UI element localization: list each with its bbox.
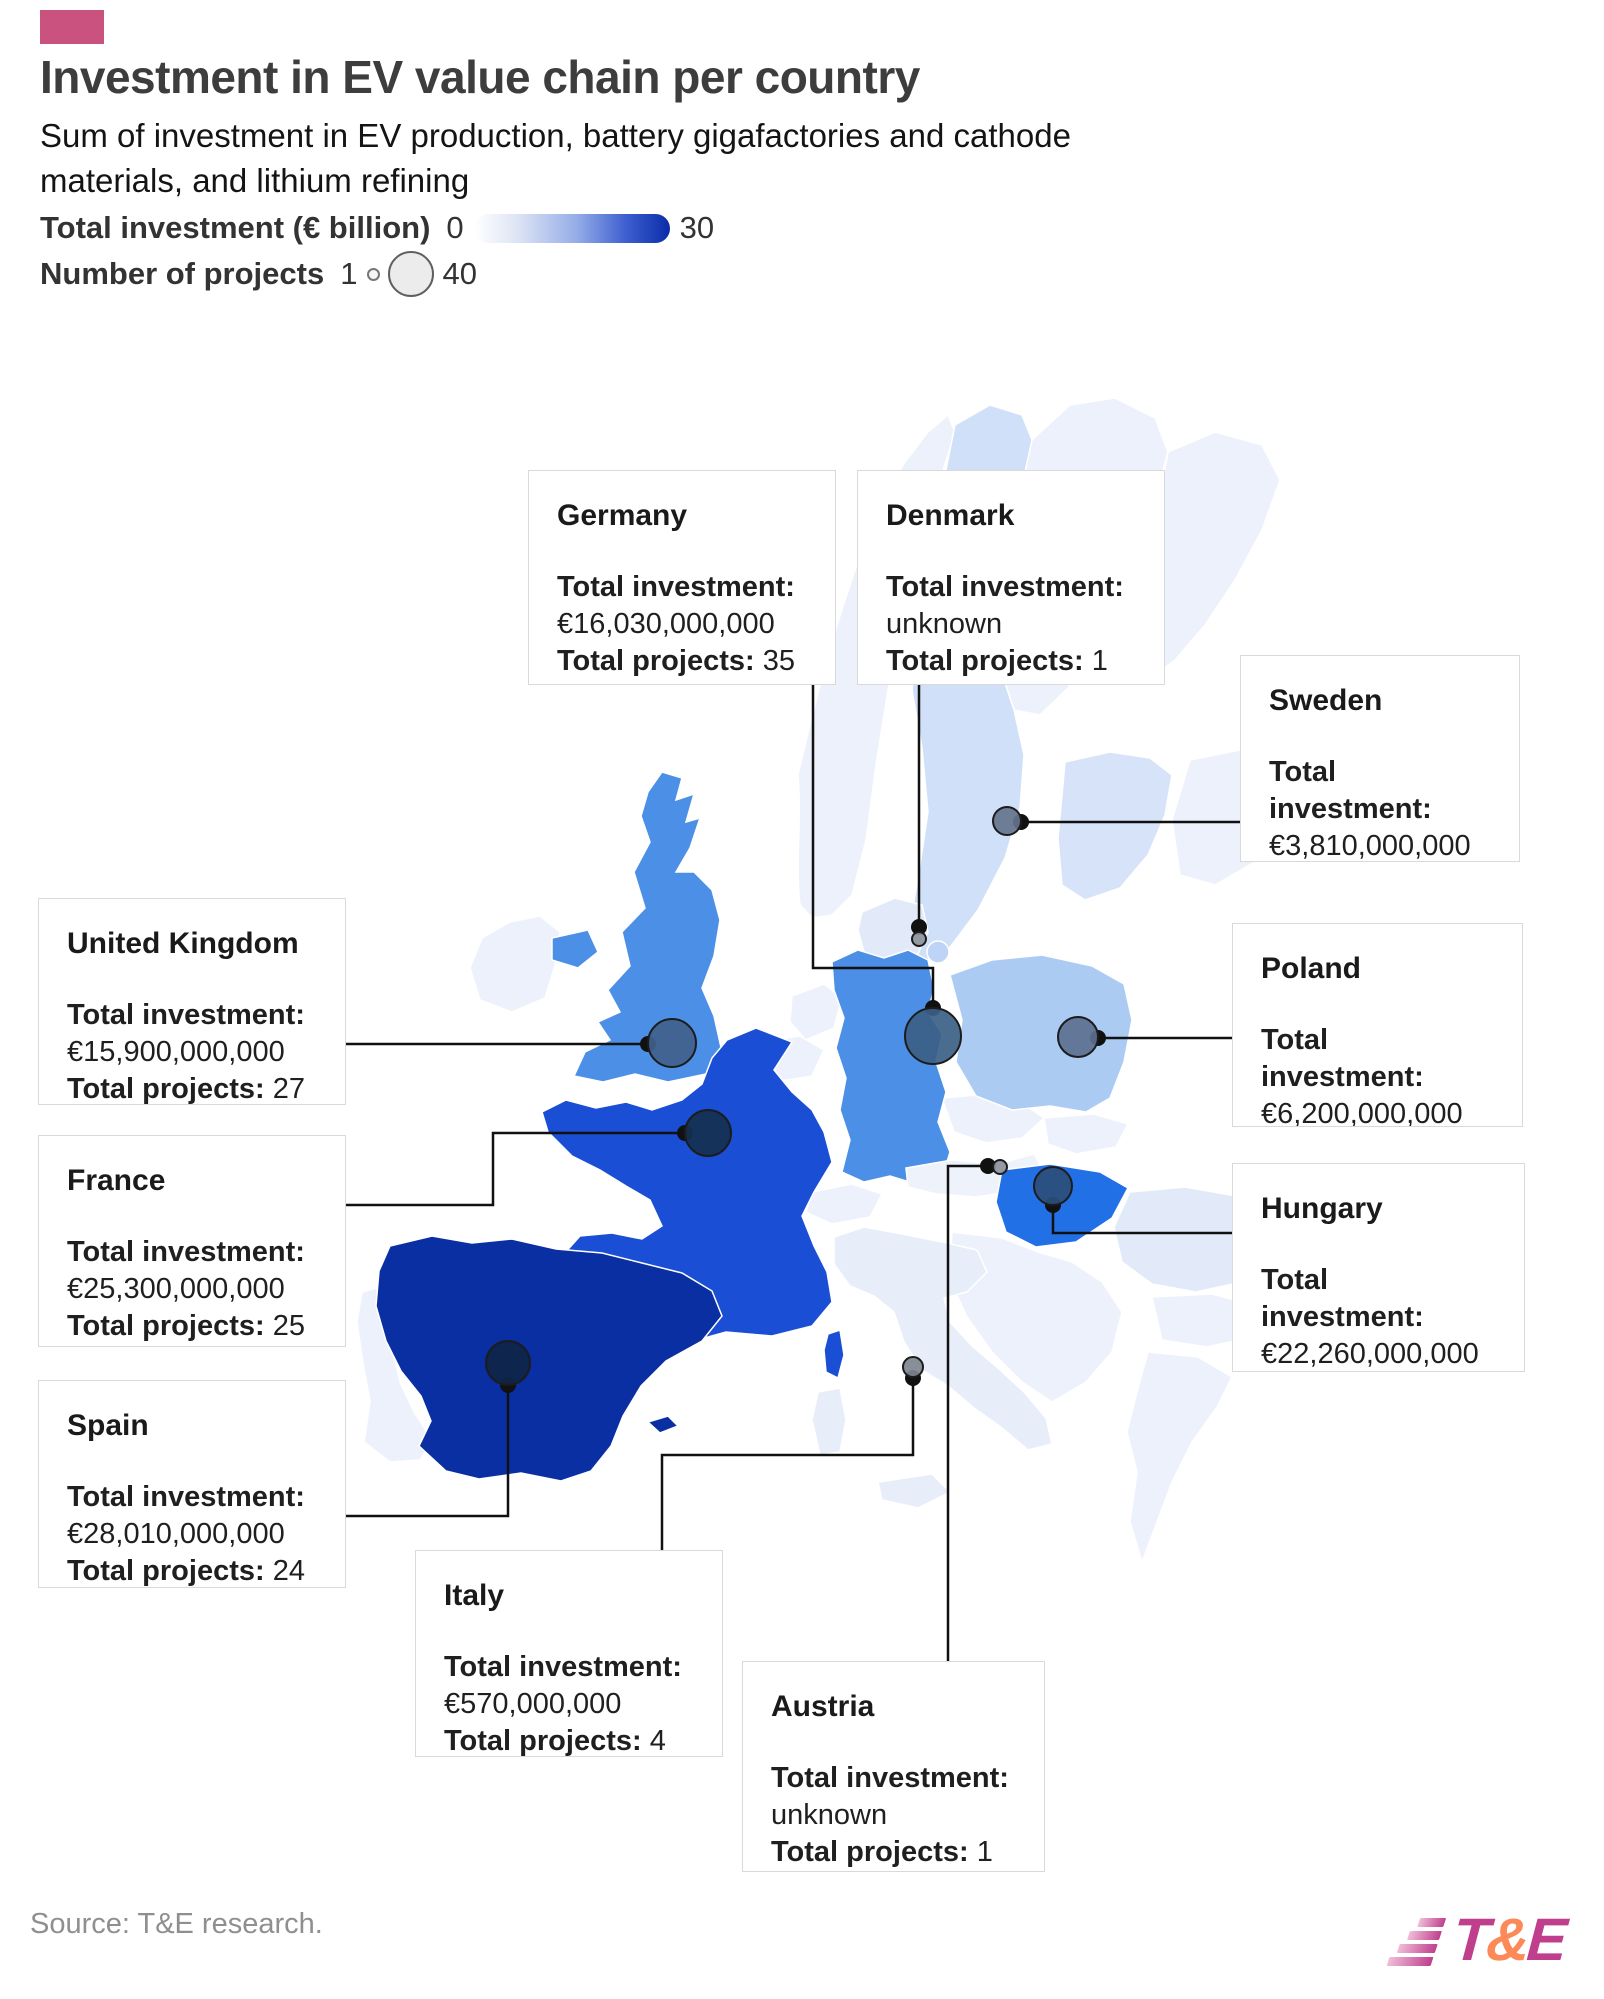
map-region-baltics <box>1058 752 1172 900</box>
map-country-slovakia <box>1044 1114 1128 1154</box>
projects-label: Total projects: <box>444 1725 642 1757</box>
map-country-switzerland <box>806 1184 882 1224</box>
source-note: Source: T&E research. <box>30 1908 323 1940</box>
investment-label: Total investment: <box>1261 1264 1424 1333</box>
legend-projects-label: Number of projects <box>40 256 325 291</box>
country-callout-poland <box>1232 923 1523 1127</box>
legend-investment-min: 0 <box>446 210 464 245</box>
map-island-sicily <box>878 1474 950 1508</box>
bubble-germany <box>905 1008 961 1064</box>
projects-value: 4 <box>649 1725 666 1757</box>
map-island-corsica <box>824 1330 844 1378</box>
map-country-greece <box>1127 1352 1232 1562</box>
projects-label: Total projects: <box>67 1073 265 1105</box>
legend-projects-min: 1 <box>340 256 358 291</box>
callout-country-name: Austria <box>771 1690 875 1723</box>
investment-value: €6,200,000,000 <box>1261 1098 1463 1127</box>
connector-italy <box>662 1378 913 1550</box>
investment-value: €570,000,000 <box>444 1688 622 1720</box>
investment-label: Total investment: <box>67 1481 305 1513</box>
projects-label: Total projects: <box>67 1310 265 1342</box>
bubble-hungary <box>1034 1167 1072 1205</box>
investment-value: €16,030,000,000 <box>557 608 775 640</box>
investment-label: Total investment: <box>67 1236 305 1268</box>
country-callout-united-kingdom <box>38 898 346 1105</box>
bubble-sweden <box>993 807 1021 835</box>
map-country-spain <box>376 1236 722 1481</box>
map-region-northern-ireland <box>552 930 598 968</box>
tande-logo-text <box>1451 1905 1567 1974</box>
investment-value: unknown <box>771 1799 888 1831</box>
country-callout-denmark <box>857 470 1165 685</box>
callout-country-name: Spain <box>67 1409 149 1442</box>
bubble-spain <box>486 1341 530 1385</box>
projects-value: 1 <box>976 1836 993 1868</box>
projects-value: 35 <box>762 645 795 677</box>
projects-value: 24 <box>272 1555 305 1587</box>
country-callout-france <box>38 1135 346 1347</box>
investment-label: Total investment: <box>1261 1024 1424 1093</box>
bubble-denmark <box>912 932 926 946</box>
map-island-sardinia <box>812 1388 846 1455</box>
bubble-france <box>685 1110 731 1156</box>
investment-value: unknown <box>886 608 1003 640</box>
country-callout-italy <box>415 1550 723 1757</box>
investment-value: €25,300,000,000 <box>67 1273 285 1305</box>
country-callout-spain <box>38 1380 346 1588</box>
investment-label: Total investment: <box>886 571 1124 603</box>
page-title: Investment in EV value chain per country <box>40 51 920 103</box>
bubble-poland <box>1058 1017 1098 1057</box>
projects-value: 1 <box>1091 645 1108 677</box>
investment-value: €22,260,000,000 <box>1261 1338 1479 1370</box>
bubble-uk <box>648 1019 696 1067</box>
callout-country-name: Italy <box>444 1579 505 1612</box>
investment-label: Total investment: <box>67 999 305 1031</box>
map-country-united-kingdom <box>574 772 722 1082</box>
projects-value: 27 <box>272 1073 305 1105</box>
investment-label: Total investment: <box>557 571 795 603</box>
callout-country-name: Germany <box>557 499 688 532</box>
tande-logo <box>1395 1905 1567 1974</box>
page-subtitle: Sum of investment in EV production, battery gigafactories and cathode materials, and lithium refining <box>40 117 1071 199</box>
investment-label: Total investment: <box>771 1762 1009 1794</box>
projects-label: Total projects: <box>771 1836 969 1868</box>
callout-country-name: United Kingdom <box>67 927 299 960</box>
projects-label: Total projects: <box>557 645 755 677</box>
map-country-ireland <box>470 916 560 1012</box>
bubble-italy <box>903 1357 923 1377</box>
logo-letter-t: T <box>1450 1906 1489 1973</box>
projects-label: Total projects: <box>67 1555 265 1587</box>
callout-country-name: Hungary <box>1261 1192 1383 1225</box>
callout-country-name: Denmark <box>886 499 1015 532</box>
investment-value: €28,010,000,000 <box>67 1518 285 1550</box>
investment-label: Total investment: <box>1269 756 1432 825</box>
country-callout-hungary <box>1232 1163 1525 1372</box>
map-denmark-island <box>927 941 949 963</box>
map-country-poland <box>950 955 1132 1112</box>
map-islands-balearics <box>648 1416 678 1433</box>
projects-label: Total projects: <box>886 645 1084 677</box>
logo-ampersand: & <box>1484 1906 1530 1973</box>
investment-value: €15,900,000,000 <box>67 1036 285 1068</box>
callout-country-name: Sweden <box>1269 684 1383 717</box>
callout-country-name: France <box>67 1164 166 1197</box>
logo-letter-e: E <box>1524 1906 1567 1973</box>
country-callout-austria <box>742 1661 1045 1872</box>
tande-logo-bars-icon <box>1387 1914 1448 1966</box>
bubble-austria <box>993 1160 1007 1174</box>
legend-investment-label: Total investment (€ billion) <box>40 210 431 245</box>
callout-country-name: Poland <box>1261 952 1362 985</box>
projects-value: 25 <box>272 1310 305 1342</box>
country-callout-sweden <box>1240 655 1520 862</box>
legend-projects-max: 40 <box>442 256 477 291</box>
country-callout-germany <box>528 470 836 685</box>
investment-label: Total investment: <box>444 1651 682 1683</box>
legend-investment-max: 30 <box>679 210 715 245</box>
investment-value: €3,810,000,000 <box>1269 830 1471 862</box>
